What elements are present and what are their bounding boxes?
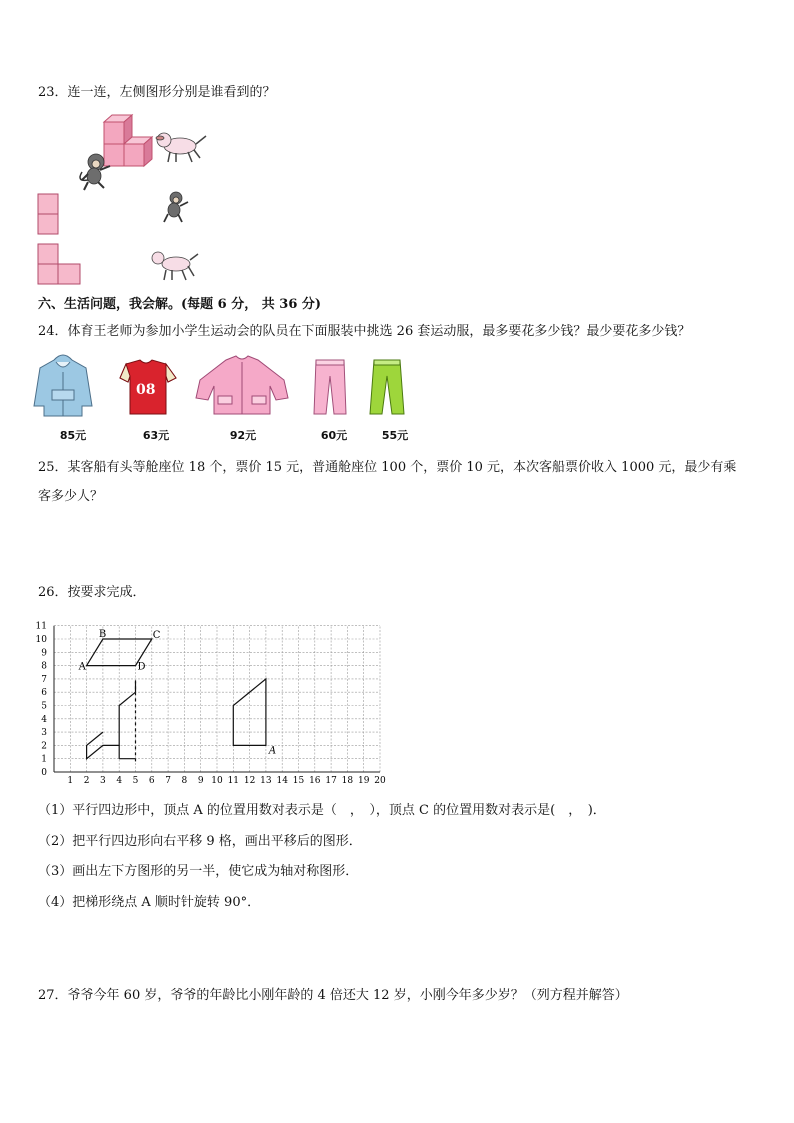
point-label-B: B: [98, 629, 107, 640]
point-label-A2: A: [268, 745, 277, 757]
x-tick-label: 14: [276, 776, 288, 786]
x-tick-label: 13: [260, 776, 272, 786]
y-tick-label: 4: [41, 714, 47, 725]
x-tick-label: 18: [341, 776, 354, 786]
x-tick-label: 3: [100, 776, 106, 786]
x-tick-label: 20: [374, 776, 386, 786]
pink-pants-image: [314, 360, 346, 414]
price-hoodie: 85元: [59, 429, 87, 442]
x-tick-label: 2: [83, 776, 90, 786]
y-axis-ticks: [36, 622, 48, 778]
x-tick-label: 9: [197, 776, 204, 786]
x-tick-label: 17: [325, 776, 337, 786]
clothes-row: [30, 350, 430, 422]
jacket-image: [196, 356, 288, 414]
question-27: 27．爷爷今年 60 岁，爷爷的年龄比小刚年龄的 4 倍还大 12 岁，小刚今年多少岁？（列方程并解答）: [38, 988, 628, 1003]
x-tick-label: 4: [116, 776, 123, 786]
coordinate-grid: [30, 612, 390, 787]
grid-shapes: [87, 639, 266, 761]
y-tick-label: 3: [41, 728, 47, 739]
x-tick-label: 15: [292, 776, 305, 786]
view-shape-2: [38, 244, 80, 284]
point-labels: [78, 629, 277, 756]
y-tick-label: 8: [41, 661, 47, 672]
dog-small-icon: [152, 252, 198, 280]
x-tick-label: 12: [243, 776, 256, 786]
q23-figure: [30, 110, 220, 290]
y-tick-label: 7: [41, 674, 47, 685]
question-26-sub-4: （4）把梯形绕点 A 顺时针旋转 90°．: [38, 895, 261, 910]
grid-lines: [54, 626, 380, 772]
x-tick-label: 11: [227, 776, 240, 786]
cube-stack-image: [104, 115, 152, 166]
point-label-A1: A: [78, 661, 86, 673]
y-tick-label: 10: [35, 635, 47, 645]
x-tick-label: 6: [148, 776, 155, 786]
x-tick-label: 1: [67, 776, 74, 786]
question-24: 24．体育王老师为参加小学生运动会的队员在下面服装中挑选 26 套运动服，最多要花多少钱？最少要花多少钱？: [38, 324, 691, 339]
x-tick-label: 10: [211, 776, 223, 786]
x-tick-label: 19: [357, 776, 370, 786]
price-jacket: 92元: [229, 429, 257, 442]
price-tshirt: 63元: [142, 429, 170, 442]
y-tick-label: 1: [41, 754, 47, 765]
x-axis-ticks: [67, 776, 386, 786]
y-tick-label: 5: [41, 701, 47, 712]
question-25-line-2: 客多少人？: [38, 489, 104, 504]
y-tick-label: 0: [41, 768, 47, 778]
monkey-small-icon: [164, 192, 188, 222]
half-figure: [87, 692, 136, 759]
tshirt-image: [120, 360, 176, 414]
view-shape-1: [38, 194, 58, 234]
question-23: 23．连一连，左侧图形分别是谁看到的？: [38, 85, 276, 100]
green-pants-image: [370, 360, 404, 414]
hoodie-image: [34, 355, 92, 416]
x-tick-label: 5: [132, 776, 139, 786]
question-26: 26．按要求完成．: [38, 585, 146, 600]
price-green-pants: 55元: [381, 429, 409, 442]
question-26-sub-2: （2）把平行四边形向右平移 9 格，画出平移后的图形．: [38, 834, 362, 849]
section-6-heading: 六、生活问题，我会解。(每题 6 分， 共 36 分): [38, 297, 322, 312]
y-tick-label: 2: [41, 741, 47, 752]
y-tick-label: 6: [41, 688, 47, 699]
point-label-C: C: [152, 630, 161, 641]
price-pink-pants: 60元: [320, 429, 348, 442]
point-label-D: D: [137, 661, 146, 673]
question-26-sub-1: （1）平行四边形中，顶点 A 的位置用数对表示是（ ， ），顶点 C 的位置用数对表示是( ， )．: [38, 803, 606, 818]
question-26-sub-3: （3）画出左下方图形的另一半，使它成为轴对称图形．: [38, 864, 359, 879]
dog-icon: [156, 133, 206, 162]
svg-text:08: 08: [136, 382, 156, 398]
x-tick-label: 8: [181, 776, 188, 786]
x-tick-label: 7: [165, 776, 171, 786]
question-25-line-1: 25．某客船有头等舱座位 18 个，票价 15 元，普通舱座位 100 个，票价 10 元，本次客船票价收入 1000 元，最少有乘: [38, 460, 737, 475]
y-tick-label: 9: [41, 648, 47, 659]
x-tick-label: 16: [309, 776, 321, 786]
y-tick-label: 11: [35, 621, 47, 632]
